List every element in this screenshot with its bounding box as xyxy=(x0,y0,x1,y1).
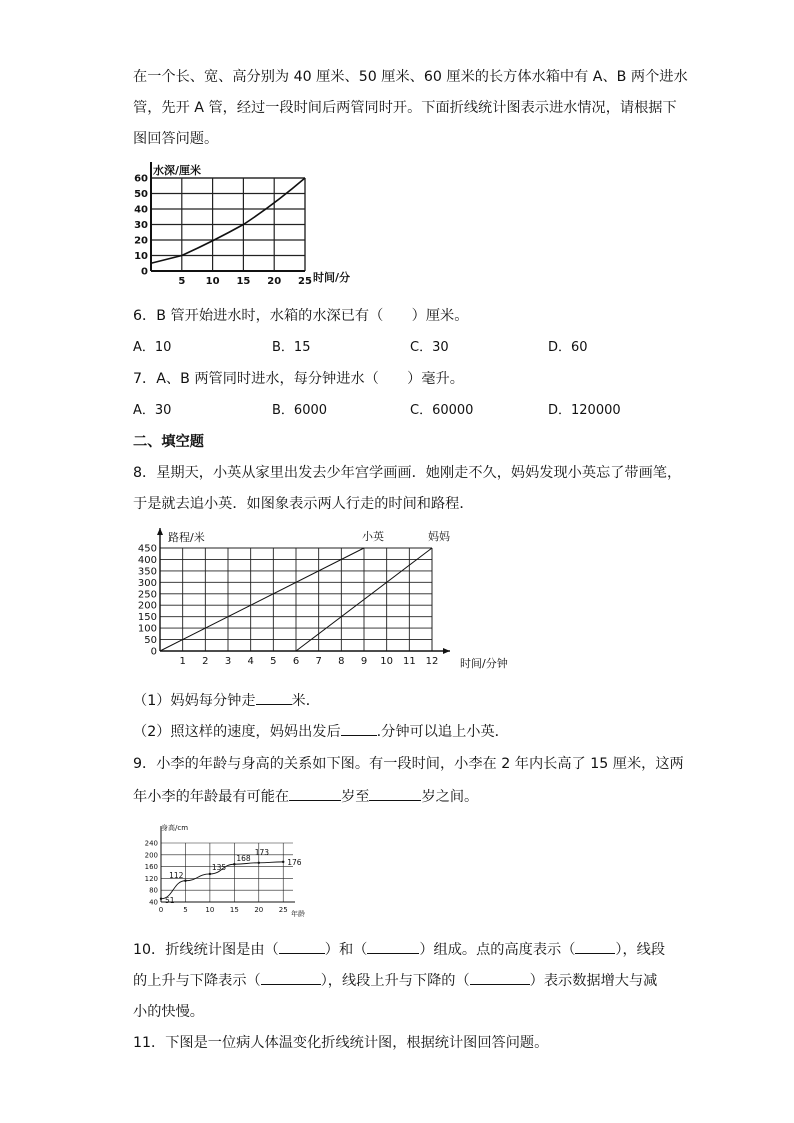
y-tick-label: 240 xyxy=(144,839,158,848)
q10-line2-c: ）表示数据增大与减 xyxy=(529,973,658,989)
y-tick-label: 30 xyxy=(134,220,148,231)
q6-option-c: C．30 xyxy=(410,340,449,355)
distance-chart xyxy=(130,525,530,675)
y-tick-label: 80 xyxy=(149,886,158,895)
data-label: 135 xyxy=(211,862,227,872)
y-tick-label: 200 xyxy=(144,851,158,860)
x-tick-label: 3 xyxy=(224,656,232,667)
y-tick-label: 50 xyxy=(144,635,157,647)
x-tick-label: 5 xyxy=(178,276,186,287)
q7-option-c: C．60000 xyxy=(410,403,474,418)
y-tick-label: 60 xyxy=(134,173,148,185)
legend-label-mom: 妈妈 xyxy=(428,530,450,543)
x-tick-label: 20 xyxy=(267,276,282,287)
y-tick-label: 200 xyxy=(137,600,157,612)
q10-line1-b: ）和（ xyxy=(324,942,368,958)
q10-blank-5[interactable] xyxy=(470,970,530,985)
series-line-xiaoying xyxy=(160,548,364,651)
x-tick-label: 20 xyxy=(254,906,264,914)
y-tick-label: 0 xyxy=(150,646,157,658)
q8-sub1 xyxy=(133,690,320,711)
y-axis-title: 身高/cm xyxy=(161,824,189,832)
x-tick-label: 5 xyxy=(183,906,188,914)
q10-line3: 小的快慢。 xyxy=(133,1004,204,1020)
y-tick-label: 20 xyxy=(134,235,148,247)
data-label: 176 xyxy=(287,857,302,867)
data-point xyxy=(209,873,211,875)
x-tick-label: 2 xyxy=(202,656,209,667)
y-tick-label: 40 xyxy=(149,898,158,907)
y-tick-label: 250 xyxy=(137,589,157,601)
x-tick-label: 12 xyxy=(425,656,439,667)
data-label: 112 xyxy=(169,870,184,880)
y-axis-arrow xyxy=(157,528,163,535)
q6-option-a: A．10 xyxy=(133,340,172,355)
q6-option-b: B．15 xyxy=(272,340,311,355)
q9-blank-1[interactable] xyxy=(289,786,341,801)
q7-option-a: A．30 xyxy=(133,403,172,418)
series-line-water-depth xyxy=(151,178,305,263)
q10-blank-4[interactable] xyxy=(261,970,321,985)
section-title-fill-in: 二、填空题 xyxy=(133,434,204,450)
q6-stem: 6．B 管开始进水时，水箱的水深已有（ ）厘米。 xyxy=(133,308,469,324)
y-tick-label: 0 xyxy=(141,266,148,278)
q10-line1-c: ）组成。点的高度表示（ xyxy=(419,942,576,958)
q6-option-d: D．60 xyxy=(548,340,588,355)
y-tick-label: 160 xyxy=(144,863,158,872)
q10-line1-d: ），线段 xyxy=(615,942,666,958)
q9-line1: 9．小李的年龄与身高的关系如下图。有一段时间，小李在 2 年内长高了 15 厘米，这两 xyxy=(133,756,684,772)
x-tick-label: 5 xyxy=(270,656,277,667)
data-label: 173 xyxy=(254,847,270,857)
q10-line2-a: 的上升与下降表示（ xyxy=(133,973,261,989)
x-tick-label: 1 xyxy=(179,656,186,667)
q10-line1-a: 10．折线统计图是由（ xyxy=(133,942,279,958)
data-point xyxy=(184,880,186,882)
water-depth-chart xyxy=(125,160,385,290)
age-height-chart xyxy=(145,818,320,923)
q8-line2: 于是就去追小英．如图象表示两人行走的时间和路程． xyxy=(133,496,474,512)
data-label: 51 xyxy=(165,895,175,905)
q8-sub2 xyxy=(133,721,509,742)
q8-sub2-prefix: （2）照这样的速度，妈妈出发后 xyxy=(133,724,341,740)
data-label: 168 xyxy=(236,854,251,864)
x-tick-label: 25 xyxy=(298,276,312,287)
x-tick-label: 11 xyxy=(402,656,416,667)
q7-stem: 7．A、B 两管同时进水，每分钟进水（ ）毫升。 xyxy=(133,371,464,387)
q-intro-line3: 图回答问题。 xyxy=(133,131,219,147)
x-tick-label: 10 xyxy=(380,656,394,667)
y-tick-label: 400 xyxy=(137,554,157,566)
q8-sub1-suffix: 米． xyxy=(291,693,320,709)
x-tick-label: 4 xyxy=(247,656,254,667)
q10-blank-3[interactable] xyxy=(575,939,615,954)
y-tick-label: 40 xyxy=(134,204,148,216)
q7-option-d: D．120000 xyxy=(548,403,621,418)
data-point xyxy=(233,863,235,865)
x-tick-label: 15 xyxy=(229,906,239,914)
data-point xyxy=(258,862,260,864)
y-tick-label: 100 xyxy=(137,623,157,635)
q9-line2-a: 年小李的年龄最有可能在 xyxy=(133,789,290,805)
q9-line2-b: 岁至 xyxy=(341,789,370,805)
q8-line1: 8．星期天，小英从家里出发去少年宫学画画．她刚走不久，妈妈发现小英忘了带画笔， xyxy=(133,465,682,481)
q9-line2-c: 岁之间。 xyxy=(421,789,479,805)
q8-sub1-prefix: （1）妈妈每分钟走 xyxy=(133,693,256,709)
x-axis-title: 时间/分 xyxy=(313,271,351,284)
q8-sub1-blank[interactable] xyxy=(256,690,292,705)
y-axis-title: 路程/米 xyxy=(168,531,205,544)
x-tick-label: 10 xyxy=(205,906,215,914)
x-tick-label: 9 xyxy=(360,656,368,667)
q10-blank-2[interactable] xyxy=(367,939,419,954)
x-tick-label: 25 xyxy=(278,906,288,914)
y-tick-label: 50 xyxy=(134,189,148,200)
q10-line2 xyxy=(133,970,657,991)
data-point xyxy=(160,898,162,900)
q10-line1 xyxy=(133,939,665,960)
x-tick-label: 0 xyxy=(158,906,164,914)
q11-line1: 11．下图是一位病人体温变化折线统计图，根据统计图回答问题。 xyxy=(133,1035,549,1051)
q8-sub2-blank[interactable] xyxy=(341,721,377,736)
y-tick-label: 450 xyxy=(137,543,157,555)
q10-line2-b: ），线段上升与下降的（ xyxy=(320,973,470,989)
y-tick-label: 10 xyxy=(134,251,148,262)
x-tick-label: 6 xyxy=(292,656,300,667)
y-axis-title: 水深/厘米 xyxy=(153,164,202,177)
x-axis-title: 时间/分钟 xyxy=(460,657,508,670)
x-tick-label: 8 xyxy=(338,656,345,667)
q-intro-line2: 管，先开 A 管，经过一段时间后两管同时开。下面折线统计图表示进水情况，请根据下 xyxy=(133,100,677,116)
data-point xyxy=(282,861,284,863)
legend-label-xiaoying: 小英 xyxy=(362,530,384,543)
q8-sub2-suffix: .分钟可以追上小英． xyxy=(376,724,509,740)
y-tick-label: 350 xyxy=(137,566,157,578)
q9-line2 xyxy=(133,786,478,807)
y-tick-label: 300 xyxy=(137,577,157,589)
y-tick-label: 150 xyxy=(137,612,157,624)
x-axis-title: 年龄 xyxy=(291,910,305,918)
q-intro-line1: 在一个长、宽、高分别为 40 厘米、50 厘米、60 厘米的长方体水箱中有 A、B 两个进水 xyxy=(133,69,688,85)
q10-blank-1[interactable] xyxy=(279,939,325,954)
x-tick-label: 10 xyxy=(205,276,220,287)
x-tick-label: 15 xyxy=(236,276,251,287)
x-tick-label: 7 xyxy=(315,656,322,667)
y-tick-label: 120 xyxy=(144,874,158,883)
q9-blank-2[interactable] xyxy=(369,786,421,801)
x-axis-arrow xyxy=(443,648,450,654)
q7-option-b: B．6000 xyxy=(272,403,328,418)
